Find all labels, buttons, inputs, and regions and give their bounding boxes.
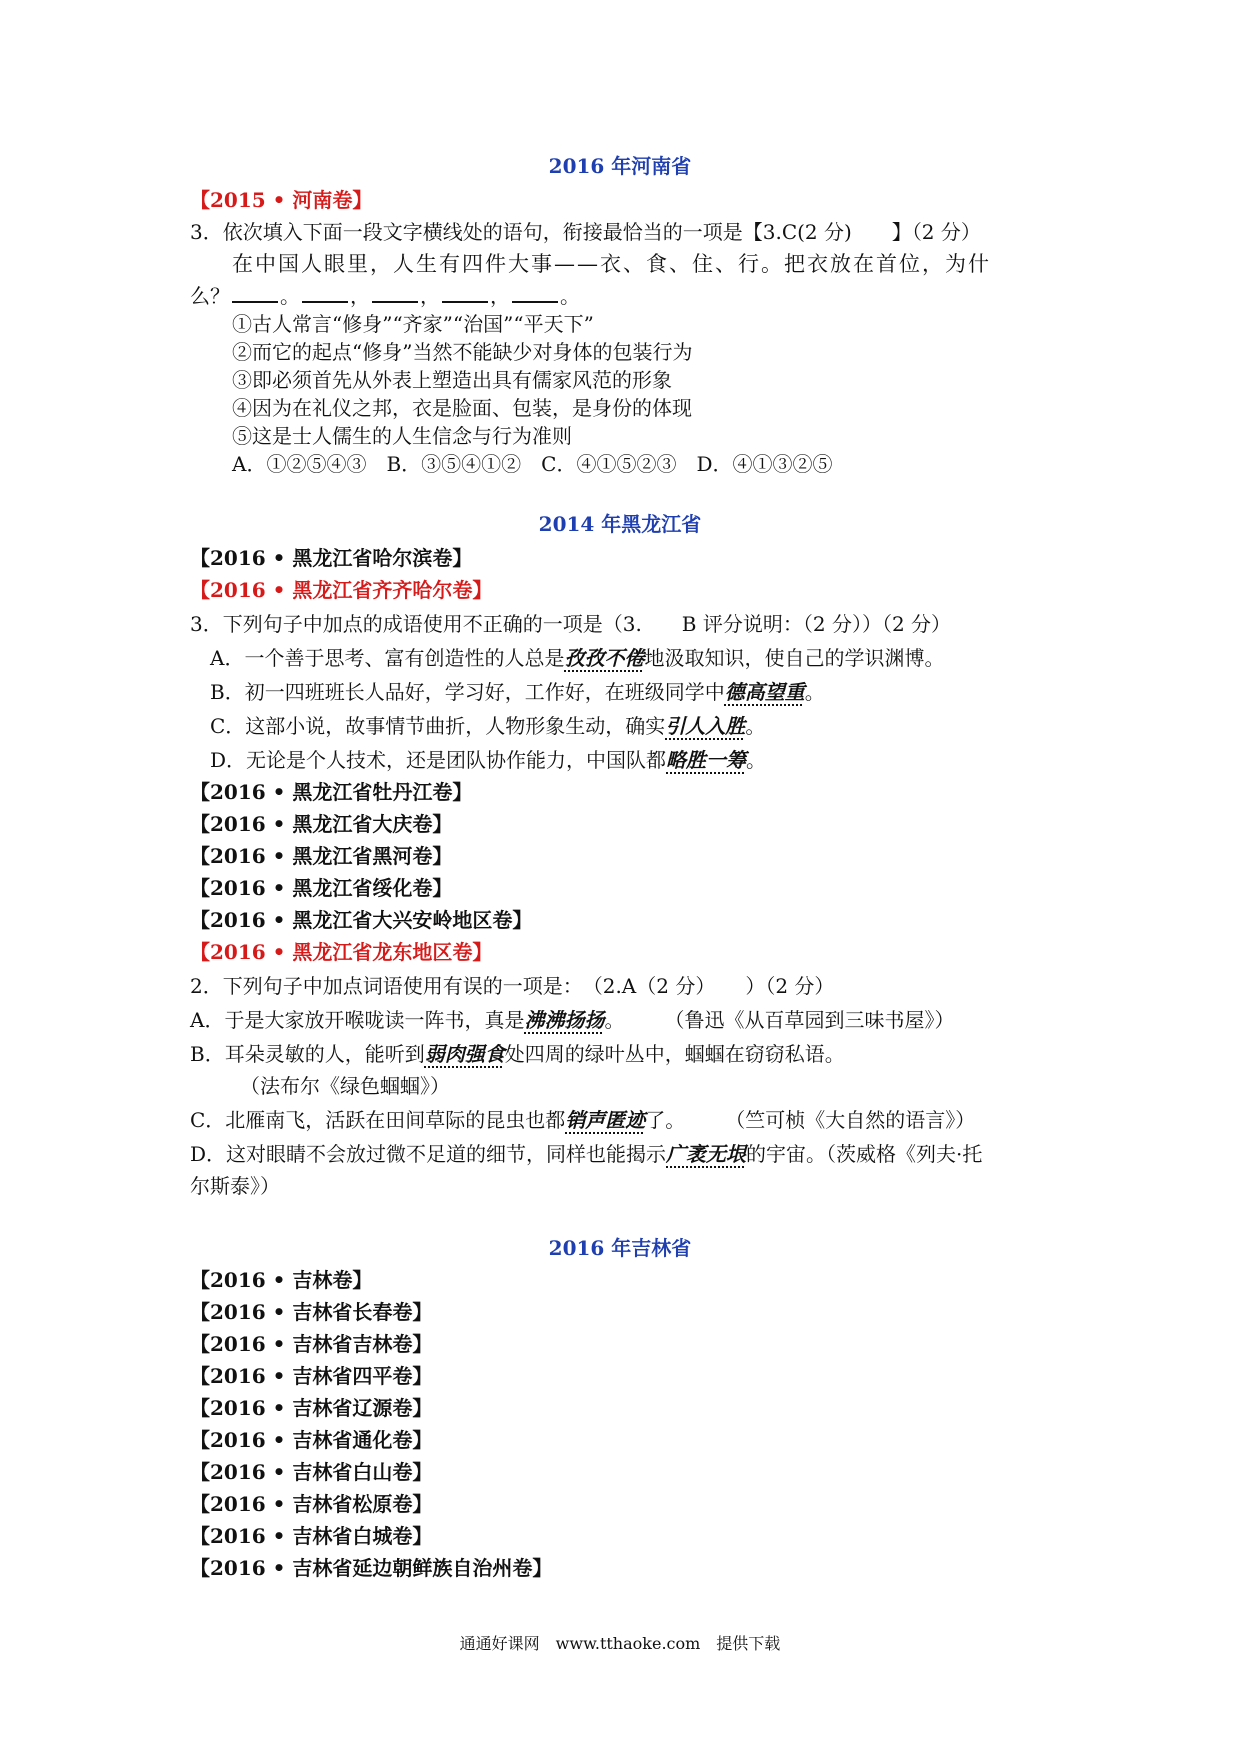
question-3-henan: 3．依次填入下面一段文字横线处的语句，衔接最恰当的一项是【3.C(2 分) 】（2 分） xyxy=(190,220,981,244)
answer-choices: A．①②⑤④③ B．③⑤④①② C．④①⑤②③ D．④①③②⑤ xyxy=(232,452,833,476)
exam-tag-baishan: 【2016 • 吉林省白山卷】 xyxy=(190,1460,433,1484)
q2-choice-b-source: （法布尔《绿色蝈蝈》） xyxy=(240,1074,450,1098)
option-2: ②而它的起点“修身”当然不能缺少对身体的包装行为 xyxy=(232,340,693,364)
page-footer: 通通好课网 www.tthaoke.com 提供下载 xyxy=(459,1634,781,1653)
exam-tag-jilin: 【2016 • 吉林卷】 xyxy=(190,1268,373,1292)
exam-tag-baicheng: 【2016 • 吉林省白城卷】 xyxy=(190,1524,433,1548)
blank-2 xyxy=(302,283,348,303)
exam-tag-heihe: 【2016 • 黑龙江省黑河卷】 xyxy=(190,844,453,868)
option-5: ⑤这是士人儒生的人生信念与行为准则 xyxy=(232,424,572,448)
exam-tag-suihua: 【2016 • 黑龙江省绥化卷】 xyxy=(190,876,453,900)
blank-1 xyxy=(232,283,278,303)
exam-tag-jilin-city: 【2016 • 吉林省吉林卷】 xyxy=(190,1332,433,1356)
section-title-jilin: 2016 年吉林省 xyxy=(548,1236,692,1260)
question-3-heilongjiang: 3．下列句子中加点的成语使用不正确的一项是（3. B 评分说明：（2 分））（2 分） xyxy=(190,612,952,636)
exam-tag-qiqihar: 【2016 • 黑龙江省齐齐哈尔卷】 xyxy=(190,578,493,602)
section-title-henan: 2016 年河南省 xyxy=(548,154,692,178)
passage-line-1: 在中国人眼里，人生有四件大事——衣、食、住、行。把衣放在首位，为什 xyxy=(232,252,991,276)
exam-tag-tonghua: 【2016 • 吉林省通化卷】 xyxy=(190,1428,433,1452)
q2-choice-b: B．耳朵灵敏的人，能听到弱肉强食处四周的绿叶丛中，蝈蝈在窃窃私语。 xyxy=(190,1042,845,1066)
exam-tag-yanbian: 【2016 • 吉林省延边朝鲜族自治州卷】 xyxy=(190,1556,553,1580)
exam-tag-harbin: 【2016 • 黑龙江省哈尔滨卷】 xyxy=(190,546,473,570)
exam-tag-daqing: 【2016 • 黑龙江省大庆卷】 xyxy=(190,812,453,836)
exam-tag-daxinganling: 【2016 • 黑龙江省大兴安岭地区卷】 xyxy=(190,908,533,932)
blank-5 xyxy=(512,283,558,303)
exam-tag-henan: 【2015 • 河南卷】 xyxy=(190,188,373,212)
question-2-heilongjiang: 2．下列句子中加点词语使用有误的一项是： （2.A（2 分） ）（2 分） xyxy=(190,974,835,998)
q2-choice-d-cont: 尔斯泰》） xyxy=(190,1174,280,1198)
section-title-heilongjiang: 2014 年黑龙江省 xyxy=(538,512,702,536)
choice-d-idiom: D．无论是个人技术，还是团队协作能力，中国队都略胜一筹。 xyxy=(210,748,767,772)
option-1: ①古人常言“修身”“齐家”“治国”“平天下” xyxy=(232,312,594,336)
blank-4 xyxy=(442,283,488,303)
exam-tag-siping: 【2016 • 吉林省四平卷】 xyxy=(190,1364,433,1388)
passage-line-2: 么？ 。 ， ， ， 。 xyxy=(190,284,580,308)
option-3: ③即必须首先从外表上塑造出具有儒家风范的形象 xyxy=(232,368,672,392)
q2-choice-d: D．这对眼睛不会放过微不足道的细节，同样也能揭示广袤无垠的宇宙。（茨威格《列夫·托 xyxy=(190,1142,983,1166)
option-4: ④因为在礼仪之邦，衣是脸面、包装，是身份的体现 xyxy=(232,396,692,420)
choice-b-idiom: B．初一四班班长人品好，学习好，工作好，在班级同学中德高望重。 xyxy=(210,680,825,704)
exam-tag-liaoyuan: 【2016 • 吉林省辽源卷】 xyxy=(190,1396,433,1420)
q2-choice-c: C．北雁南飞，活跃在田间草际的昆虫也都销声匿迹了。 （竺可桢《大自然的语言》） xyxy=(190,1108,976,1132)
exam-tag-songyuan: 【2016 • 吉林省松原卷】 xyxy=(190,1492,433,1516)
blank-3 xyxy=(372,283,418,303)
choice-c-idiom: C．这部小说，故事情节曲折，人物形象生动，确实引人入胜。 xyxy=(210,714,766,738)
choice-a-idiom: A．一个善于思考、富有创造性的人总是孜孜不倦地汲取知识，使自己的学识渊博。 xyxy=(210,646,945,670)
q2-choice-a: A．于是大家放开喉咙读一阵书，真是沸沸扬扬。 （鲁迅《从百草园到三味书屋》） xyxy=(190,1008,955,1032)
exam-tag-changchun: 【2016 • 吉林省长春卷】 xyxy=(190,1300,433,1324)
exam-tag-longdong: 【2016 • 黑龙江省龙东地区卷】 xyxy=(190,940,493,964)
exam-tag-mudanjiang: 【2016 • 黑龙江省牡丹江卷】 xyxy=(190,780,473,804)
